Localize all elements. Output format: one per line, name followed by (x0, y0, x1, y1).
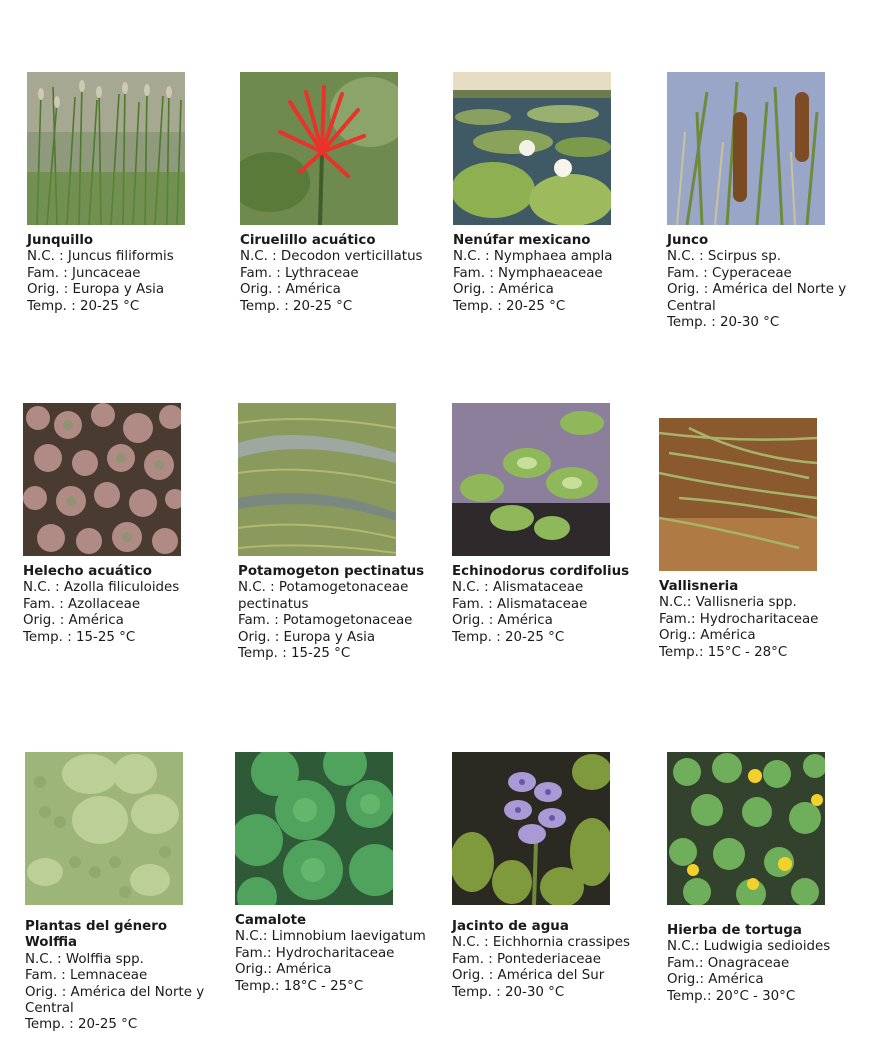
plant-family: Fam. : Juncaceae (27, 265, 141, 281)
plant-photo (238, 403, 396, 556)
plant-temperature: Temp. : 20-25 °C (240, 298, 353, 314)
plant-photo (667, 752, 825, 905)
plant-scientific-name: N.C. : Wolffia spp. (25, 951, 144, 967)
plant-card-helecho (23, 403, 223, 646)
plant-temperature: Temp.: 15°C - 28°C (659, 644, 788, 660)
plant-origin: Orig. : América (453, 282, 554, 298)
plant-temperature: Temp. : 20-25 °C (27, 298, 140, 314)
plant-name: Echinodorus cordifolius (452, 564, 630, 579)
plant-origin: Orig. : América del Norte y Central (25, 984, 205, 1017)
plant-family: Fam.: Hydrocharitaceae (659, 611, 819, 627)
plant-name: Junquillo (27, 233, 94, 248)
plant-origin: Orig. : Europa y Asia (238, 629, 376, 645)
plant-origin: Orig. : América (452, 613, 553, 629)
plant-name: Ciruelillo acuático (240, 233, 376, 248)
plant-name: Potamogeton pectinatus (238, 564, 425, 579)
plant-origin: Orig. : América del Norte y Central (667, 282, 847, 314)
plant-card-ciruelillo (240, 72, 440, 315)
plant-temperature: Temp. : 20-30 °C (452, 984, 565, 1000)
plant-temperature: Temp. : 15-25 °C (23, 629, 136, 645)
plant-family: Fam.: Hydrocharitaceae (235, 945, 395, 961)
plant-scientific-name: N.C. : Alismataceae (452, 580, 584, 596)
plant-family: Fam. : Lythraceae (240, 265, 359, 281)
plant-scientific-name: N.C. : Juncus filiformis (27, 249, 174, 265)
plant-origin: Orig.: América (235, 962, 332, 978)
plant-name: Nenúfar mexicano (453, 233, 591, 248)
plant-photo (452, 403, 610, 556)
plant-photo (27, 72, 185, 225)
plant-family: Fam. : Alismataceae (452, 596, 588, 612)
plant-photo (235, 752, 393, 905)
plant-temperature: Temp. : 15-25 °C (238, 646, 351, 662)
plant-temperature: Temp. : 20-30 °C (667, 315, 780, 331)
plant-temperature: Temp.: 20°C - 30°C (667, 988, 796, 1004)
plant-family: Fam. : Azollaceae (23, 596, 141, 612)
plant-origin: Orig. : América (23, 613, 124, 629)
plant-card-nenufar (453, 72, 653, 315)
plant-scientific-name: N.C. : Eichhornia crassipes (452, 935, 631, 951)
plant-card-vallisneria (659, 418, 859, 661)
plant-card-echinodorus (452, 403, 652, 646)
plant-photo (452, 752, 610, 905)
plant-scientific-name: N.C.: Ludwigia sedioides (667, 939, 831, 955)
plant-origin: Orig. : América del Sur (452, 968, 605, 984)
plant-family: Fam. : Potamogetonaceae (238, 613, 413, 629)
plant-family: Fam.: Onagraceae (667, 955, 790, 971)
plant-name: Camalote (235, 913, 307, 928)
plant-name: Plantas del género Wolffia (25, 919, 168, 951)
plant-card-wolffia (25, 752, 225, 1034)
plant-name: Helecho acuático (23, 564, 152, 579)
plant-photo (659, 418, 817, 571)
plant-origin: Orig.: América (667, 972, 764, 988)
plant-card-jacinto (452, 752, 652, 1001)
plant-photo (25, 752, 183, 905)
plant-card-hierba-tortuga (667, 752, 867, 1005)
plant-name: Vallisneria (659, 579, 739, 594)
plant-name: Jacinto de agua (452, 919, 569, 934)
plant-photo (23, 403, 181, 556)
plant-family: Fam. : Pontederiaceae (452, 951, 601, 967)
plant-scientific-name: N.C.: Vallisneria spp. (659, 595, 797, 611)
plant-card-junco (667, 72, 867, 331)
plant-scientific-name: N.C.: Limnobium laevigatum (235, 929, 426, 945)
plant-origin: Orig.: América (659, 628, 756, 644)
plant-temperature: Temp. : 20-25 °C (25, 1017, 138, 1033)
plant-photo (667, 72, 825, 225)
plant-card-camalote (235, 752, 435, 995)
plant-scientific-name: N.C. : Azolla filiculoides (23, 580, 180, 596)
plant-temperature: Temp.: 18°C - 25°C (235, 978, 364, 994)
plant-card-junquillo (27, 72, 227, 315)
plant-card-potamogeton (238, 403, 438, 662)
plant-scientific-name: N.C. : Scirpus sp. (667, 249, 781, 265)
plant-scientific-name: N.C. : Nymphaea ampla (453, 249, 613, 265)
plant-name: Junco (667, 233, 709, 248)
plant-origin: Orig. : América (240, 282, 341, 298)
plant-photo (453, 72, 611, 225)
plant-name: Hierba de tortuga (667, 923, 802, 938)
plant-temperature: Temp. : 20-25 °C (452, 629, 565, 645)
plant-family: Fam. : Nymphaeaceae (453, 265, 603, 281)
plant-scientific-name: N.C. : Potamogetonaceae pectinatus (238, 580, 409, 612)
plant-origin: Orig. : Europa y Asia (27, 282, 165, 298)
plant-scientific-name: N.C. : Decodon verticillatus (240, 249, 423, 265)
plant-photo (240, 72, 398, 225)
plant-family: Fam. : Cyperaceae (667, 265, 792, 281)
plant-family: Fam. : Lemnaceae (25, 968, 148, 984)
plant-temperature: Temp. : 20-25 °C (453, 298, 566, 314)
